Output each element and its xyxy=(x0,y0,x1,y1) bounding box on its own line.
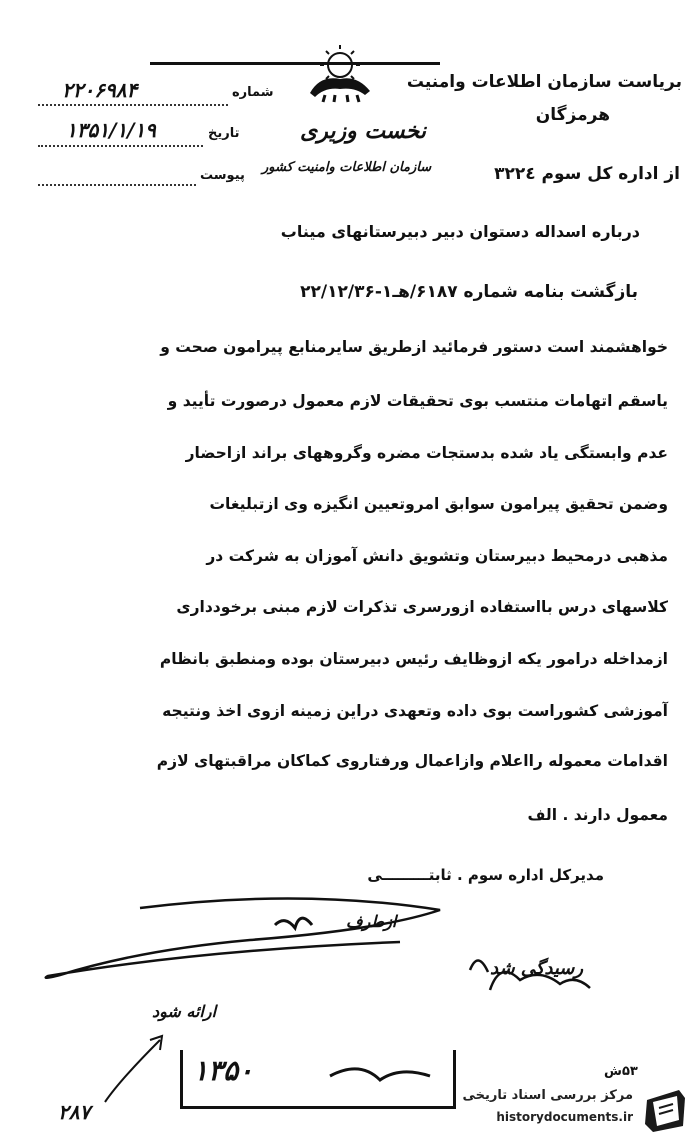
watermark-fa: مرکز بررسی اسناد تاریخی xyxy=(462,1088,633,1103)
note-on-behalf: ازطرف xyxy=(346,912,397,931)
history-documents-logo-icon xyxy=(639,1086,691,1134)
letterhead xyxy=(0,0,700,200)
subject-line: درباره اسداله دستوان دبیر دبیرستانهای میناب xyxy=(280,222,640,241)
emblem-subtitle: سازمان اطلاعات وامنیت کشور xyxy=(262,160,432,175)
body-line: اقدامات معموله رااعلام وازاعمال ورفتاروی کماکان مراقبتهای لازم xyxy=(156,752,668,770)
recipient-line-2: هرمزگان xyxy=(535,105,610,125)
body-line: وضمن تحقیق پیرامون سوابق امروتعیین انگیزه وی ازتبلیغات xyxy=(209,495,668,513)
page-code: ۵۳ش xyxy=(604,1064,638,1079)
signature-block: مدیرکل اداره سوم . ثابتـــــــــی xyxy=(367,866,604,884)
note-reviewed: رسیدگی شد xyxy=(490,958,584,979)
registry-stamp xyxy=(180,1050,456,1109)
body-line: آموزشی کشوراست بوی داده وتعهدی دراین زمینه ازوی اخذ ونتیجه xyxy=(162,702,668,720)
body-line: یاسقم اتهامات منتسب بوی تحقیقات لازم معمول درصورت تأیید و xyxy=(167,392,668,410)
body-line: ازمداخله درامور یکه ازوظایف رئیس دبیرستان بوده ومنطبق بانظام xyxy=(159,650,668,668)
body-line: خواهشمند است دستور فرمائید ازطریق سایرمنابع پیرامون صحت و xyxy=(160,338,668,356)
lion-sun-emblem-icon xyxy=(295,45,385,103)
number-value: ۲۲۰۶۹۸۴ xyxy=(62,78,138,102)
attachment-label: پیوست xyxy=(200,168,245,183)
registry-stamp-number: ۱۳۵۰ xyxy=(193,1054,254,1087)
date-label: تاریخ xyxy=(208,126,240,141)
watermark xyxy=(445,1084,695,1136)
date-value: ۱۳۵۱/۱/۱۹ xyxy=(66,118,156,142)
reference-line: بازگشت بنامه شماره ۶۱۸۷/هـ۱-۲۲/۱۲/۳۶ xyxy=(300,282,638,302)
emblem-title: نخست وزیری xyxy=(300,118,426,144)
note-submit: ارائه شود xyxy=(152,1002,217,1021)
date-dots xyxy=(38,145,203,147)
attachment-dots xyxy=(38,184,196,186)
watermark-en: historydocuments.ir xyxy=(496,1110,633,1124)
body-line: معمول دارند . الف xyxy=(527,806,668,824)
body-line: کلاسهای درس بااستفاده ازورسری تذکرات لازم مبنی برخودداری xyxy=(176,598,668,616)
number-dots xyxy=(38,104,228,106)
from-line: از اداره کل سوم ۳۲۲٤ xyxy=(494,164,680,184)
number-label: شماره xyxy=(232,85,274,100)
recipient-line-1: بریاست سازمان اطلاعات وامنیت xyxy=(406,72,682,92)
body-line: مذهبی درمحیط دبیرستان وتشویق دانش آموزان به شرکت در xyxy=(206,547,668,565)
corner-number: ۲۸۷ xyxy=(58,1100,91,1124)
body-line: عدم وابستگی یاد شده بدستجات مضره وگروههای براند ازاحضار xyxy=(185,444,668,462)
